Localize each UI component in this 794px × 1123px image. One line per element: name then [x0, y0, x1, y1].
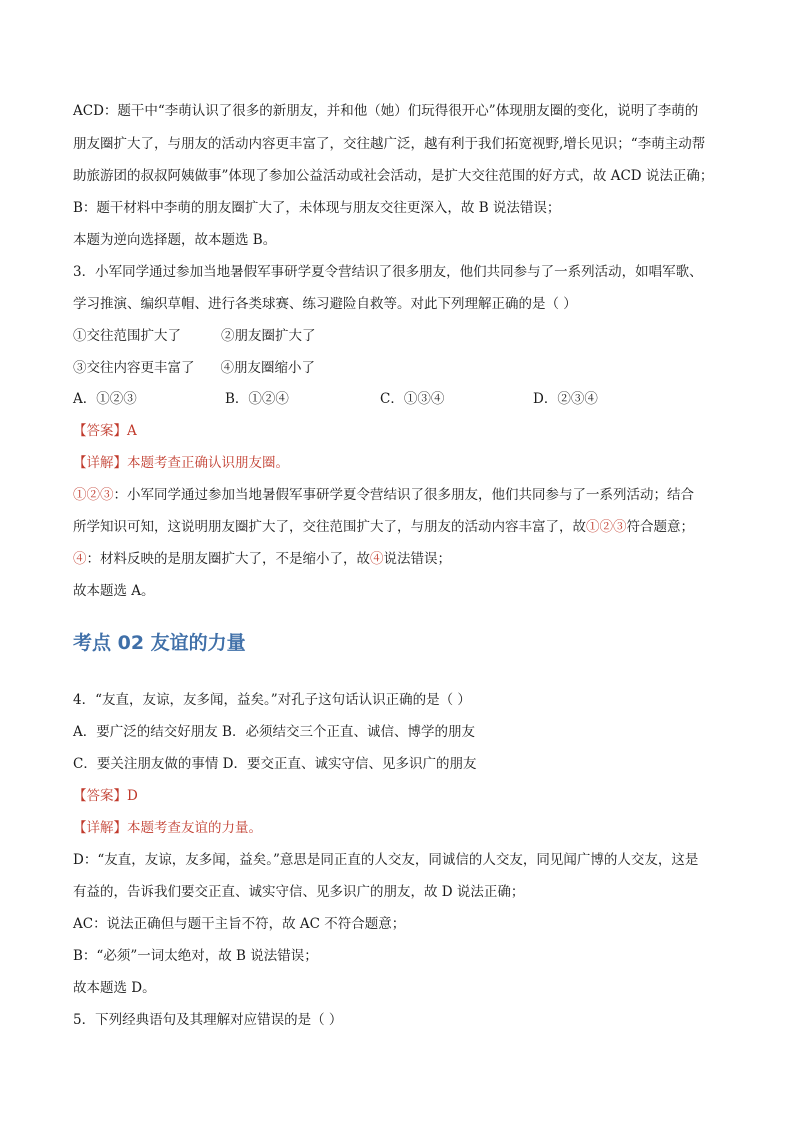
q4-b-explanation: B：“必须”一词太绝对，故 B 说法错误；	[73, 948, 318, 964]
q3-option-c: C．①③④	[380, 391, 445, 407]
q4-detail-intro	[73, 818, 262, 838]
q3-explanation-1-text: ：小军同学通过参加当地暑假军事研学夏令营结识了很多朋友，他们共同参与了一系列活动；结合	[113, 487, 694, 503]
q4-ac-explanation: AC：说法正确但与题干主旨不符，故 AC 不符合题意；	[73, 916, 406, 932]
q3-statements-row-2	[73, 358, 315, 378]
acd-explanation-line-3: 助旅游团的叔叔阿姨做事”体现了参加公益活动或社会活动，是扩大交往范围的好方式，故 ACD 说法正确；	[73, 168, 714, 184]
q3-statements-row-1	[73, 326, 316, 346]
q3-explanation-1-line-2	[73, 517, 694, 537]
b-explanation-line: B：题干材料中李萌的朋友圈扩大了，未体现与朋友交往更深入，故 B 说法错误；	[73, 200, 561, 216]
q5-stem: 5．下列经典语句及其理解对应错误的是（ ）	[73, 1012, 343, 1028]
q3-option-a: A．①②③	[73, 391, 137, 407]
q4-stem: 4．“友直，友谅，友多闻，益矣。”对孔子这句话认识正确的是（ ）	[73, 692, 471, 708]
q3-explanation-2-mark-2: ④	[370, 551, 384, 567]
q4-d-explanation-line-1: D：“友直，友谅，友多闻，益矣。”意思是同正直的人交友，同诚信的人交友，同见闻广博的人交友，这是	[73, 852, 699, 868]
q2-conclusion: 本题为逆向选择题，故本题选 B。	[73, 232, 277, 248]
q4-conclusion: 故本题选 D。	[73, 980, 156, 996]
q3-explanation-1-text-2: 所学知识可知，这说明朋友圈扩大了，交往范围扩大了，与朋友的活动内容丰富了，故	[73, 519, 586, 535]
q3-explanation-1-line-1	[73, 485, 694, 505]
q3-answer: 【答案】A	[73, 423, 137, 439]
q3-explanation-2-text: ：材料反映的是朋友圈扩大了，不是缩小了，故	[86, 551, 370, 567]
q3-detail-label: 【详解】本题考查正确认识朋友圈。	[73, 455, 289, 471]
q3-explanation-1-text-3: 符合题意；	[626, 519, 694, 535]
acd-explanation-line-1: ACD：题干中“李萌认识了很多的新朋友，并和他（她）们玩得很开心”体现朋友圈的变化，说明了李萌的	[73, 103, 699, 119]
q3-stem-line-1: 3．小军同学通过参加当地暑假军事研学夏令营结识了很多朋友，他们共同参与了一系列活动，如唱军歌、	[73, 264, 703, 280]
q3-statement-1: ①交往范围扩大了	[73, 328, 181, 344]
q4-options-cd: C．要关注朋友做的事情 D．要交正直、诚实守信、见多识广的朋友	[73, 756, 477, 772]
q3-detail-intro	[73, 453, 289, 473]
section-heading: 考点 02 友谊的力量	[73, 632, 246, 654]
q3-statement-2: ②朋友圈扩大了	[221, 328, 316, 344]
q4-answer: 【答案】D	[73, 788, 138, 804]
q4-d-explanation-line-2: 有益的，告诉我们要交正直、诚实守信、见多识广的朋友，故 D 说法正确；	[73, 884, 525, 900]
q3-option-d: D．②③④	[533, 391, 598, 407]
q3-explanation-2-line	[73, 549, 451, 569]
q3-explanation-1-marks: ①②③	[73, 487, 114, 503]
q3-option-b: B．①②④	[225, 391, 289, 407]
acd-explanation-line-2: 朋友圈扩大了，与朋友的活动内容更丰富了，交往越广泛，越有利于我们拓宽视野,增长见识；“李萌主动帮	[73, 136, 706, 152]
q3-statement-3: ③交往内容更丰富了	[73, 360, 195, 376]
q3-explanation-2-text-2: 说法错误；	[383, 551, 451, 567]
q3-statement-4: ④朋友圈缩小了	[220, 360, 315, 376]
q3-conclusion: 故本题选 A。	[73, 583, 155, 599]
q3-explanation-1-marks-2: ①②③	[586, 519, 627, 535]
q3-stem-line-2: 学习推演、编织草帽、进行各类球赛、练习避险自救等。对此下列理解正确的是（ ）	[73, 296, 577, 312]
q4-detail-label: 【详解】本题考查友谊的力量。	[73, 820, 262, 836]
q3-explanation-2-mark: ④	[73, 551, 87, 567]
q4-options-ab: A．要广泛的结交好朋友 B．必须结交三个正直、诚信、博学的朋友	[73, 724, 475, 740]
